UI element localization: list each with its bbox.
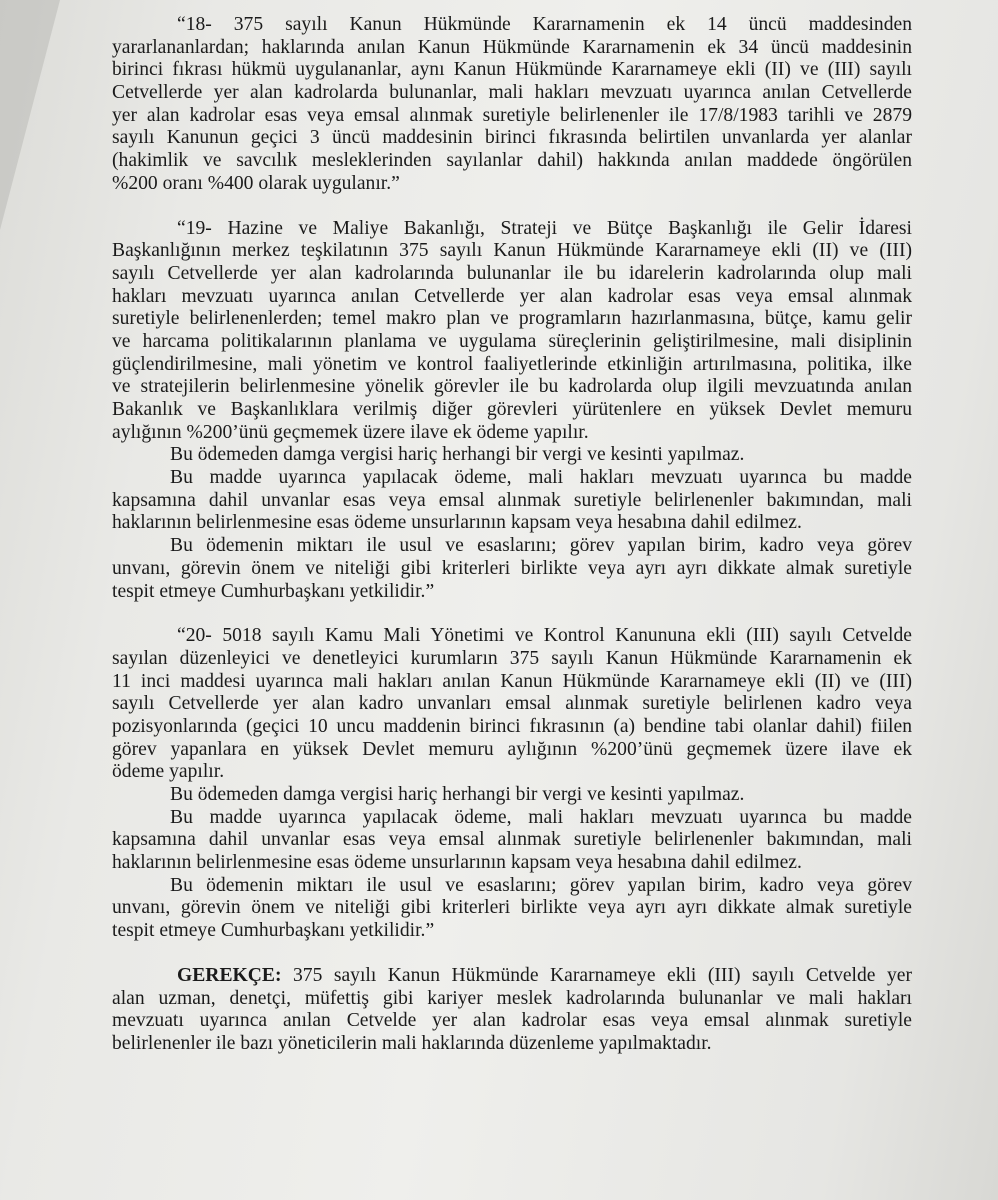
article-19-tax-line: Bu ödemeden damga vergisi hariç herhangi bir vergi ve kesinti yapılmaz. bbox=[170, 444, 745, 466]
article-19-authority-line: tespit etmeye Cumhurbaşkanı yetkilidir.” bbox=[112, 580, 435, 602]
justification-line bbox=[112, 965, 912, 988]
article-19-authority-line: Bu ödemenin miktarı ile usul ve esaslarını; görev yapılan birim, kadro veya görev bbox=[170, 535, 912, 557]
justification bbox=[112, 965, 912, 1056]
article-19-line: güçlendirilmesine, mali yönetim ve kontrol faaliyetlerinde etkinliğin artırılmasına, politika, ilke bbox=[112, 353, 912, 375]
article-19-line: ve harcama politikalarının planlama ve uygulama süreçlerinin geliştirilmesine, mali disiplinin bbox=[112, 330, 912, 352]
article-20 bbox=[112, 625, 912, 784]
article-20-line: pozisyonlarında (geçici 10 uncu maddenin birinci fıkrasının (a) bendine tabi olanlar dahil) fiilen bbox=[112, 715, 912, 737]
article-18 bbox=[112, 14, 912, 196]
article-19-line: Bakanlık ve Başkanlıklara verilmiş diğer görevleri yürütenlere en yüksek Devlet memuru bbox=[112, 399, 912, 420]
article-19 bbox=[112, 218, 912, 445]
article-19-line: ve stratejilerin belirlenmesine yönelik görevler ile bu kadrolarda olup ilgili mevzuatında anılan bbox=[112, 376, 912, 398]
article-20-authority-clause bbox=[112, 875, 912, 943]
article-19-scope-clause bbox=[112, 467, 912, 535]
article-18-line: Cetvellerde yer alan kadrolarda bulunanlar, mali hakları mevzuatı uyarınca anılan Cetvellerde bbox=[112, 82, 912, 104]
article-19-scope-line: kapsamına dahil unvanlar esas veya emsal alınmak suretiyle belirlenenler bakımından, mali bbox=[112, 489, 912, 511]
article-19-authority-line: unvanı, görevin önem ve niteliği gibi kriterleri birlikte veya ayrı ayrı dikkate almak suretiyle bbox=[112, 557, 912, 579]
article-20-line: 11 inci maddesi uyarınca mali hakları anılan Kanun Hükmünde Kararnameye ekli (II) ve (III) bbox=[112, 670, 912, 692]
article-18-line: sayılı Kanunun geçici 3 üncü maddesinin birinci fıkrasında belirtilen unvanlarda yer alanlar bbox=[112, 127, 912, 149]
page-shadow bbox=[0, 0, 60, 230]
justification-first-line: 375 sayılı Kanun Hükmünde Kararnameye ekli (III) sayılı Cetvelde yer bbox=[292, 964, 912, 986]
justification-line: belirlenenler ile bazı yöneticilerin mali haklarında düzenleme yapılmaktadır. bbox=[112, 1032, 712, 1054]
article-20-authority-line: unvanı, görevin önem ve niteliği gibi kriterleri birlikte veya ayrı ayrı dikkate almak suretiyle bbox=[112, 897, 912, 919]
article-18-line: (hakimlik ve savcılık mesleklerinden sayılanlar dahil) hakkında anılan maddede öngörülen bbox=[112, 150, 912, 172]
document-body bbox=[112, 14, 912, 1056]
article-19-line: Başkanlığının merkez teşkilatının 375 sayılı Kanun Hükmünde Kararnameye ekli (II) ve (III) bbox=[112, 240, 912, 262]
article-19-scope-line: Bu madde uyarınca yapılacak ödeme, mali hakları mevzuatı uyarınca bu madde bbox=[170, 467, 912, 489]
article-19-line: “19- Hazine ve Maliye Bakanlığı, Strateji ve Bütçe Başkanlığı ile Gelir İdaresi bbox=[177, 217, 912, 239]
article-20-tax-clause bbox=[112, 784, 912, 807]
article-20-line: görev yapanlara en yüksek Devlet memuru aylığının %200’ünü geçmemek üzere ilave ek bbox=[112, 738, 912, 760]
justification-label: GEREKÇE: bbox=[177, 964, 282, 986]
article-20-tax-line: Bu ödemeden damga vergisi hariç herhangi bir vergi ve kesinti yapılmaz. bbox=[170, 784, 745, 805]
article-20-authority-line: Bu ödemenin miktarı ile usul ve esaslarını; görev yapılan birim, kadro veya görev bbox=[170, 874, 912, 896]
justification-line: alan uzman, denetçi, müfettiş gibi kariyer meslek kadrolarında bulunanlar ve mali hakları bbox=[112, 987, 912, 1009]
article-18-line: yararlananlardan; haklarında anılan Kanun Hükmünde Kararnamenin ek 34 üncü maddesinin bbox=[112, 36, 912, 58]
article-20-line: ödeme yapılır. bbox=[112, 761, 225, 783]
article-18-line: %200 oranı %400 olarak uygulanır.” bbox=[112, 172, 400, 194]
article-20-scope-line: Bu madde uyarınca yapılacak ödeme, mali hakları mevzuatı uyarınca bu madde bbox=[170, 806, 912, 828]
article-20-authority-line: tespit etmeye Cumhurbaşkanı yetkilidir.” bbox=[112, 920, 435, 942]
article-19-line: suretiyle belirlenenlerden; temel makro plan ve programların hazırlanmasına, bütçe, kamu gelir bbox=[112, 308, 912, 330]
article-18-line: “18- 375 sayılı Kanun Hükmünde Kararnamenin ek 14 üncü maddesinden bbox=[177, 14, 912, 35]
article-20-scope-line: haklarının belirlenmesine esas ödeme unsurlarının kapsam veya hesabına dahil edilmez. bbox=[112, 852, 802, 874]
article-19-scope-line: haklarının belirlenmesine esas ödeme unsurlarının kapsam veya hesabına dahil edilmez. bbox=[112, 512, 802, 534]
article-18-line: yer alan kadrolar esas veya emsal alınmak suretiyle belirlenenler ile 17/8/1983 tarihli ve 2879 bbox=[112, 104, 912, 126]
article-20-scope-line: kapsamına dahil unvanlar esas veya emsal alınmak suretiyle belirlenenler bakımından, mali bbox=[112, 829, 912, 851]
article-18-line: birinci fıkrası hükmü uygulananlar, aynı Kanun Hükmünde Kararnameye ekli (II) ve (III) sayılı bbox=[112, 59, 912, 81]
article-19-line: sayılı Cetvellerde yer alan kadrolarında bulunanlar ile bu idarelerin kadrolarında olup mali bbox=[112, 262, 912, 284]
article-20-line: sayılan düzenleyici ve denetleyici kurumların 375 sayılı Kanun Hükmünde Kararnamenin ek bbox=[112, 647, 912, 669]
article-19-authority-clause bbox=[112, 535, 912, 603]
article-20-line: “20- 5018 sayılı Kamu Mali Yönetimi ve Kontrol Kanununa ekli (III) sayılı Cetvelde bbox=[177, 625, 912, 647]
justification-line: mevzuatı uyarınca anılan Cetvelde yer alan kadrolar esas veya emsal alınmak suretiyle bbox=[112, 1010, 912, 1032]
article-19-line: aylığının %200’ünü geçmemek üzere ilave ek ödeme yapılır. bbox=[112, 421, 589, 443]
article-19-line: hakları mevzuatı uyarınca anılan Cetvellerde yer alan kadrolar esas veya emsal alınmak bbox=[112, 285, 912, 307]
article-19-tax-clause bbox=[112, 444, 912, 467]
article-20-line: sayılı Cetvellerde yer alan kadro unvanları emsal alınmak suretiyle belirlenen kadro veya bbox=[112, 693, 912, 715]
article-20-scope-clause bbox=[112, 807, 912, 875]
